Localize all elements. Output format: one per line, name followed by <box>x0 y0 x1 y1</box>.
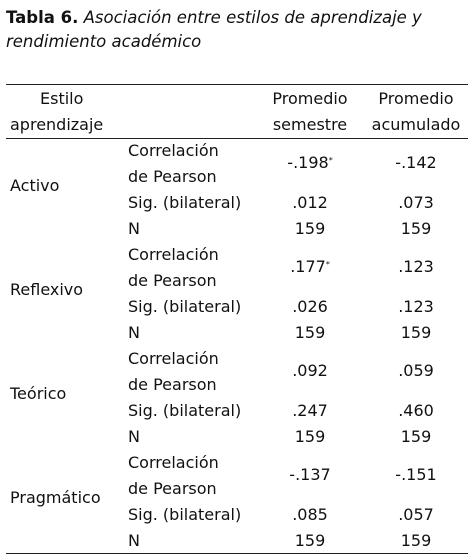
n-cumulative: 159 <box>400 531 432 550</box>
stat-label-sig: Sig. (bilateral) <box>128 401 242 420</box>
stat-label-corr-line2: de Pearson <box>128 375 217 394</box>
top-rule <box>6 84 468 85</box>
cell-corr-semester <box>262 462 358 488</box>
significance-mark: * <box>325 260 330 269</box>
style-label: Pragmático <box>10 488 101 507</box>
corr-cumulative: -.142 <box>395 153 437 172</box>
cell-corr-semester <box>262 150 358 176</box>
style-label: Reflexivo <box>10 280 84 299</box>
header-cumulative-line2: acumulado <box>371 115 461 134</box>
sig-semester: .247 <box>292 401 328 420</box>
header-semester-line1: Promedio <box>272 89 348 108</box>
sig-cumulative: .057 <box>398 505 434 524</box>
stat-label-sig: Sig. (bilateral) <box>128 193 242 212</box>
header-style-line1: Estilo <box>40 89 84 108</box>
sig-semester: .026 <box>292 297 328 316</box>
n-semester: 159 <box>294 323 326 342</box>
cell-corr-semester <box>262 358 358 384</box>
n-cumulative: 159 <box>400 219 432 238</box>
header-rule <box>6 138 468 139</box>
sig-semester: .012 <box>292 193 328 212</box>
stat-label-corr-line1: Correlación <box>128 141 219 160</box>
n-cumulative: 159 <box>400 427 432 446</box>
sig-cumulative: .073 <box>398 193 434 212</box>
stat-label-n: N <box>128 531 140 550</box>
bottom-rule <box>6 553 468 554</box>
value-corr-semester: .092 <box>292 361 328 380</box>
sig-semester: .085 <box>292 505 328 524</box>
stat-label-n: N <box>128 427 140 446</box>
header-style-line2: aprendizaje <box>10 115 104 134</box>
sig-cumulative: .123 <box>398 297 434 316</box>
table-label: Tabla 6. <box>6 8 79 27</box>
header-semester-line2: semestre <box>272 115 348 134</box>
corr-cumulative: .123 <box>398 257 434 276</box>
stat-label-n: N <box>128 323 140 342</box>
stat-label-sig: Sig. (bilateral) <box>128 297 242 316</box>
corr-cumulative: .059 <box>398 361 434 380</box>
header-cumulative-line1: Promedio <box>378 89 454 108</box>
table-title-line1: Asociación entre estilos de aprendizaje y <box>83 8 422 27</box>
value-corr-semester: -.198 <box>287 153 329 172</box>
cell-corr-semester <box>262 254 358 280</box>
significance-mark: * <box>328 156 333 165</box>
style-label: Activo <box>10 176 60 195</box>
stat-label-n: N <box>128 219 140 238</box>
stat-label-corr-line2: de Pearson <box>128 271 217 290</box>
style-label: Teórico <box>10 384 67 403</box>
sig-cumulative: .460 <box>398 401 434 420</box>
stat-label-corr-line2: de Pearson <box>128 167 217 186</box>
corr-cumulative: -.151 <box>395 465 437 484</box>
value-corr-semester: -.137 <box>289 465 331 484</box>
value-corr-semester: .177 <box>290 257 326 276</box>
stat-label-corr-line2: de Pearson <box>128 479 217 498</box>
stat-label-corr-line1: Correlación <box>128 245 219 264</box>
n-semester: 159 <box>294 427 326 446</box>
n-cumulative: 159 <box>400 323 432 342</box>
table-title-line2: rendimiento académico <box>6 32 202 51</box>
stat-label-sig: Sig. (bilateral) <box>128 505 242 524</box>
table-caption <box>6 6 468 54</box>
n-semester: 159 <box>294 531 326 550</box>
stat-label-corr-line1: Correlación <box>128 349 219 368</box>
stat-label-corr-line1: Correlación <box>128 453 219 472</box>
n-semester: 159 <box>294 219 326 238</box>
